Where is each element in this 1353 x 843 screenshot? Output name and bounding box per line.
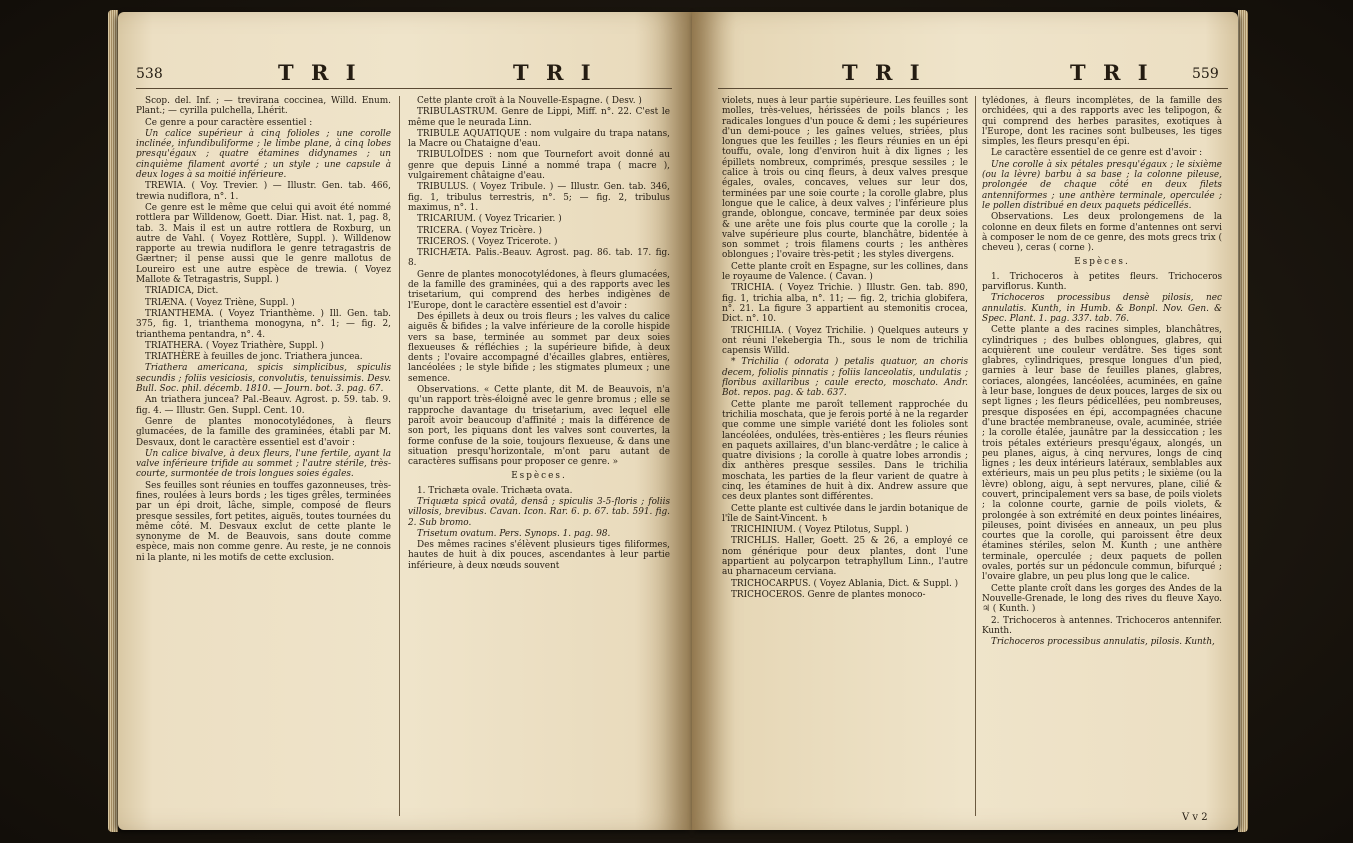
entry-heading: TRIATHÈRE à feuilles de jonc. Triathera juncea.: [145, 352, 363, 363]
entry-heading: TRICEROS. ( Voyez Tricerote. ): [417, 236, 558, 247]
right-page: [692, 12, 1238, 830]
entry-heading: TRICHOCARPUS. ( Voyez Ablania, Dict. & Suppl. ): [731, 578, 959, 589]
paragraph: Trichoceros processibus annulatis, pilosis. Kunth,: [991, 637, 1215, 648]
entry-heading: 1. Trichoceros à petites fleurs. Trichoceros parviflorus. Kunth.: [982, 271, 1222, 293]
paragraph: Genre de plantes monocotylédones, à fleurs glumacées, de la famille des graminées, établi par M. Desvaux, dont le caractère essentiel est d'avoir :: [136, 416, 391, 448]
entry-heading: TRIADICA, Dict.: [145, 286, 219, 297]
left-column-1: [136, 96, 391, 816]
left-running-head-col2: T R I: [513, 60, 596, 85]
paragraph: Une corolle à six pétales presqu'égaux ; le sixième (ou la lèvre) barbu à sa base ; la colonne pileuse, prolongée de chaque côté en deux filets antenniformes ; une anthère terminale, operculée ; le pollen distribué en deux paquets pédicellés.: [982, 159, 1222, 211]
section-heading: Espèces.: [511, 471, 567, 482]
paragraph: Genre de plantes monocotylédones, à fleurs glumacées, de la famille des graminées, qui a des rapports avec les trisetarium, qui comprend des herbes indigènes de l'Europe, dont le caractère essentiel est d'avoir :: [408, 269, 670, 311]
right-column-divider: [975, 96, 976, 816]
entry-heading: 2. Trichoceros à antennes. Trichoceros antennifer. Kunth.: [982, 615, 1222, 636]
paragraph: Ce genre est le même que celui qui avoit été nommé rottlera par Willdenow, Goett. Diar. Hist. nat. 1, pag. 8, tab. 3. Mais il est un autre rottlera de Roxburg, un autre de Vahl. ( Voyez Rottlère, Suppl. ). Willdenow rapporte au trewia nudiflora le genre tetragastris de Gærtner; il pense aussi que le genre mallotus de Loureiro est une autre espèce de trewia. ( Voyez Mallote & Tetragastris, Suppl. ): [136, 202, 391, 286]
paragraph: Cette plante a des racines simples, blanchâtres, cylindriques ; des bulbes oblongues, glabres, qui acquièrent une couleur verdâtre. Ses tiges sont glabres, cylindriques, presque longues d'un pied, garnies à leur base de feuilles planes, glabres, coriaces, alongées, lancéolées, acuminées, en gaîne à leur base, longues de deux pouces, larges de six ou sept lignes ; les fleurs pédicellées, peu nombreuses, presque disposées en épi, accompagnées chacune d'une bractée membraneuse, ovale, acuminée, striée ; la corolle étalée, jaunâtre par la dessiccation ; les trois pétales extérieurs presqu'égaux, alongés, un peu planes, aigus, à cinq nervures, longs de cinq lignes ; les deux intérieurs latéraux, semblables aux extérieurs, mais un peu plus petits ; le sixième (ou la lèvre) oblong, aigu, à sept nervures, plane, cilié & couvert, principalement vers sa base, de poils violets ; la colonne courte, garnie de poils violets, & prolongée à son extrémité en deux pointes linéaires, pileuses, point divisées en anneaux, un peu plus courtes que la corolle, qui paroissent être deux étamines stériles, selon M. Kunth ; une anthère terminale, operculée ; deux paquets de pollen ovales, portés sur un pédoncule commun, bifurqué ; l'ovaire glabre, un peu plus long que le calice.: [982, 325, 1222, 583]
left-page-edges: [108, 10, 118, 832]
right-column-2: [982, 96, 1222, 806]
entry-heading: TRIBULASTRUM. Genre de Lippi, Miff. n°. 22. C'est le même que le neurada Linn.: [408, 107, 670, 128]
paragraph: Cette plante me paroît tellement rapprochée du trichilia moschata, que je ferois porté à ne la regarder que comme une simple variété dont les folioles sont lancéolées, ondulées, très-entières ; les fleurs réunies en paquets axillaires, d'un blanc-verdâtre ; le calice à quatre divisions ; la corolle à quatre lobes arrondis ; dix anthères presque sessiles. Dans le trichilia moschata, les parties de la fleur varient de quatre à cinq, les étamines de huit à dix. Andrew assure que ces deux plantes sont différentes.: [722, 399, 968, 503]
right-column-1: [722, 96, 968, 816]
left-header-rule: [136, 88, 672, 89]
right-page-number: 559: [1192, 66, 1219, 82]
right-header-rule: [718, 88, 1228, 89]
paragraph: Observations. Les deux prolongemens de la colonne en deux filets en forme d'antennes ont servi à composer le nom de ce genre, des mots grecs trix ( cheveu ), ceras ( corne ).: [982, 212, 1222, 254]
paragraph: Scop. del. Inf. ; — trevirana coccinea, Willd. Enum. Plant.; — cyrilla pulchella, Lhérit.: [136, 96, 391, 117]
left-running-head-col1: T R I: [278, 60, 361, 85]
right-running-header: [692, 60, 1238, 90]
paragraph: An triathera juncea? Pal.-Beauv. Agrost. p. 59. tab. 9. fig. 4. — Illustr. Gen. Suppl. Cent. 10.: [136, 395, 391, 416]
paragraph: Cette plante croît à la Nouvelle-Espagne. ( Desv. ): [417, 96, 642, 106]
paragraph: Cette plante croît dans les gorges des Andes de la Nouvelle-Grenade, le long des rives du fleuve Xayo. ♃ ( Kunth. ): [982, 583, 1222, 615]
right-running-head-col1: T R I: [842, 60, 925, 85]
section-heading: Espèces.: [1074, 257, 1130, 268]
left-running-header: [118, 60, 692, 90]
paragraph: Cette plante croît en Espagne, sur les collines, dans le royaume de Valence. ( Cavan. ): [722, 261, 968, 283]
entry-heading: TRICHILIA. ( Voyez Trichilie. ) Quelques auteurs y ont réuni l'ekebergia Th., sous le nom de trichilia capensis Willd.: [722, 325, 968, 357]
entry-heading: TRICHLIS. Haller, Goett. 25 & 26, a employé ce nom générique pour deux plantes, dont l'une appartient au polycarpon tetraphyllum Linn., l'autre au pharnaceum cerviana.: [722, 536, 968, 578]
right-running-head-col2: T R I: [1070, 60, 1153, 85]
paragraph: Un calice supérieur à cinq folioles ; une corolle inclinée, infundibuliforme ; le limbe plane, à cinq lobes presqu'égaux ; quatre étamines didynames ; un cinquième filament avorté ; un style ; une capsule à deux loges à sa moitié inférieure.: [136, 128, 391, 181]
paragraph: * Trichilia ( odorata ) petalis quatuor, an choris decem, foliolis pinnatis ; foliis lanceolatis, undulatis ; floribus axillaribus ; caule erecto, moschato. Andr. Bot. repos. pag. & tab. 637.: [722, 357, 968, 399]
entry-heading: TREWIA. ( Voy. Trevier. ) — Illustr. Gen. tab. 466, trewia nudiflora, n°. 1.: [136, 181, 391, 202]
paragraph: Trichoceros processibus densè pilosis, nec annulatis. Kunth, in Humb. & Bonpl. Nov. Gen. & Spec. Plant. 1. pag. 337. tab. 76.: [982, 293, 1222, 324]
entry-heading: TRIBULE AQUATIQUE : nom vulgaire du trapa natans, la Macre ou Chataigne d'eau.: [408, 128, 670, 150]
entry-heading: TRIBULUS. ( Voyez Tribule. ) — Illustr. Gen. tab. 346, fig. 1, tribulus terrestris, n°. 5; — fig. 2, tribulus maximus, n°. 1.: [408, 182, 670, 213]
paragraph: Un calice bivalve, à deux fleurs, l'une fertile, ayant la valve inférieure trifide au sommet ; l'autre stérile, très-courte, surmontée de trois longues soies égales.: [136, 448, 391, 480]
paragraph: tylédones, à fleurs incomplètes, de la famille des orchidées, qui a des rapports avec les telipogon, & qui comprend des herbes parasites, exotiques à l'Europe, dont les racines sont bulbeuses, les tiges simples, les fleurs presqu'en épi.: [982, 96, 1222, 148]
left-page: [118, 12, 692, 830]
entry-heading: TRIATHERA. ( Voyez Triathère, Suppl. ): [145, 340, 324, 351]
paragraph: violets, nues à leur partie supérieure. Les feuilles sont molles, très-velues, hérissées de poils blancs ; les radicales longues d'un pouce & demi ; les supérieures d'un demi-pouce ; les gaînes velues, striées, plus longues que les feuilles ; les fleurs réunies en un épi touffu, ovale, long d'environ huit à dix lignes ; les épillets nombreux, comprimés, presque sessiles ; le calice à trois ou cinq fleurs, à deux valves presque égales, ovales, concaves, velues sur leur dos, terminées par une soie courte ; la corolle glabre, plus longue que le calice, à deux valves ; l'inférieure plus grande, oblongue, concave, terminée par deux soies & une arête une fois plus courte que la corolle ; la valve supérieure plus courte, blanchâtre, bidentée à son sommet ; trois filamens courts ; les anthères oblongues ; l'ovaire très-petit ; les styles divergens.: [722, 96, 968, 261]
paragraph: Trisetum ovatum. Pers. Synops. 1. pag. 98.: [417, 528, 611, 539]
entry-heading: TRICHIA. ( Voyez Trichie. ) Illustr. Gen. tab. 890, fig. 1, trichia alba, n°. 11; — fig. 2, trichia globifera, n°. 21. La figure 3 appartient au stemonitis crocea, Dict. n°. 10.: [722, 283, 968, 325]
paragraph: Ce genre a pour caractère essentiel :: [145, 117, 313, 128]
left-page-number: 538: [136, 66, 163, 82]
paragraph: Des mêmes racines s'élèvent plusieurs tiges filiformes, hautes de huit à dix pouces, ascendantes à leur partie inférieure, à deux nœuds souvent: [408, 540, 670, 571]
left-column-divider: [399, 96, 400, 816]
entry-heading: TRICHÆTA. Palis.-Beauv. Agrost. pag. 86. tab. 17. fig. 8.: [408, 248, 670, 269]
paragraph: Des épillets à deux ou trois fleurs ; les valves du calice aiguës & bifides ; la valve inférieure de la corolle hispide vers sa base, terminée au sommet par deux soies flexueuses & réfléchies ; la supérieure bifide, à deux dents ; l'ovaire accompagné d'écailles glabres, entières, lancéolées ; le style bifide ; les stigmates plumeux ; une semence.: [408, 311, 670, 384]
entry-heading: TRIBULOÏDES : nom que Tournefort avoit donné au genre que depuis Linné a nommé trapa ( macre ), vulgairement châtaigne d'eau.: [408, 150, 670, 182]
entry-heading: TRICHINIUM. ( Voyez Ptilotus, Suppl. ): [731, 525, 909, 536]
paragraph: Le caractère essentiel de ce genre est d'avoir :: [991, 148, 1203, 159]
paragraph: Observations. « Cette plante, dit M. de Beauvois, n'a qu'un rapport très-éloigné avec le genre bromus ; elle se rapproche davantage du trisetarium, avec lequel elle paroît avoir beaucoup d'affinité ; mais la différence de son port, les piquans dont les valves sont couvertes, la forme confuse de la soie, toujours flexueuse, & dans une situation presqu'horizontale, m'ont paru autant de caractères suffisans pour proposer ce genre. »: [408, 385, 670, 468]
paragraph: Cette plante est cultivée dans le jardin botanique de l'île de Saint-Vincent. ♄: [722, 503, 968, 524]
entry-heading: TRIANTHEMA. ( Voyez Trianthème. ) Ill. Gen. tab. 375, fig. 1, trianthema monogyna, n°. 1; — fig. 2, trianthema pentandra, n°. 4.: [136, 308, 391, 340]
right-page-edges: [1238, 10, 1248, 832]
signature-mark: V v 2: [1182, 812, 1208, 823]
entry-heading: TRICHOCEROS. Genre de plantes monoco-: [731, 589, 926, 600]
entry-heading: TRIÆNA. ( Voyez Triène, Suppl. ): [145, 297, 295, 308]
left-column-2: [408, 96, 670, 816]
paragraph: Ses feuilles sont réunies en touffes gazonneuses, très-fines, roulées à leurs bords ; les tiges grêles, terminées par un épi droit, lâche, simple, composé de fleurs presque sessiles, fort petites, aiguës, toutes tournées du même côté. M. Desvaux exclut de cette plante le synonyme de M. de Beauvois, sans doute comme espèce, mais non comme genre. Au reste, je ne connois ni la plante, ni les motifs de cette exclusion.: [136, 480, 391, 563]
paragraph: Triquæta spicâ ovatâ, densâ ; spiculis 3-5-floris ; foliis villosis, brevibus. Cavan. Icon. Rar. 6. p. 67. tab. 591. fig. 2. Sub bromo.: [408, 496, 670, 528]
entry-heading: TRICARIUM. ( Voyez Tricarier. ): [417, 214, 562, 225]
entry-heading: TRICERA. ( Voyez Tricère. ): [417, 225, 542, 236]
entry-heading: 1. Trichæta ovale. Trichæta ovata.: [417, 485, 573, 496]
paragraph: Triathera americana, spicis simplicibus, spiculis secundis ; foliis vesiciosis, convolutis, tenuissimis. Desv. Bull. Soc. phil. décemb. 1810. — Journ. bot. 3. pag. 67.: [136, 363, 391, 395]
